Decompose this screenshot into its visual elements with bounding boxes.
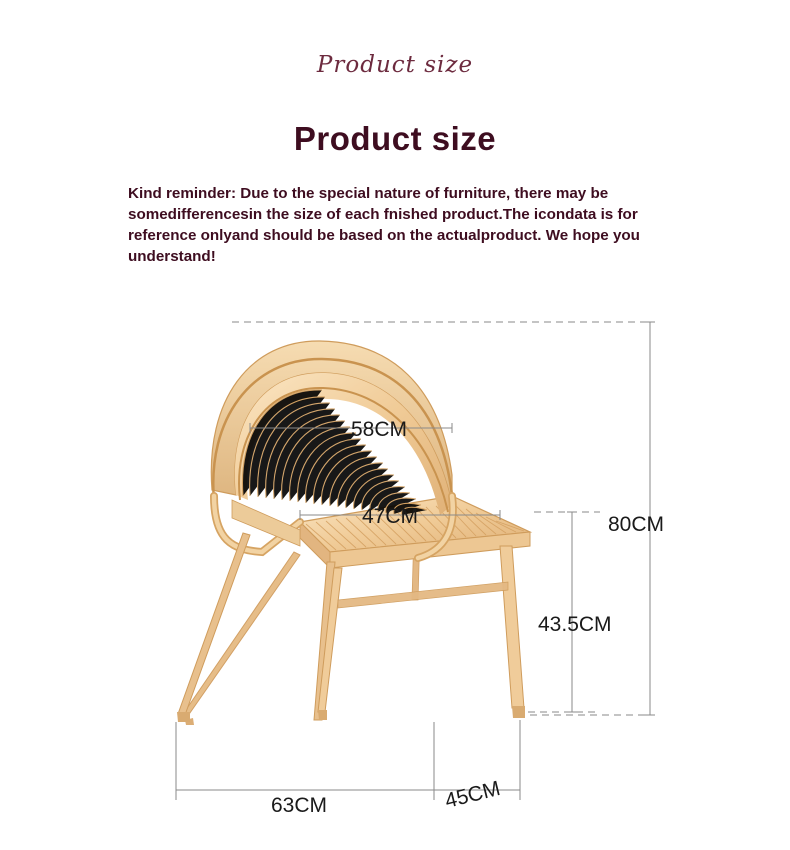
label-45cm: 45CM — [442, 776, 503, 813]
label-47cm: 47CM — [362, 505, 419, 528]
script-title: Product size — [316, 52, 474, 78]
label-63cm: 63CM — [271, 794, 328, 817]
chair-illustration-svg — [0, 300, 790, 850]
chair-graphic — [177, 341, 530, 725]
reminder-text: Kind reminder: Due to the special nature of furniture, there may be somedifferencesin the size of each fnished product.The icondata is for reference onlyand should be based on the actualproduct. We hope you understand! — [128, 185, 640, 265]
page-title: Product size — [293, 120, 497, 157]
dimension-diagram — [0, 300, 790, 850]
label-80cm: 80CM — [608, 513, 665, 536]
label-43-5cm: 43.5CM — [538, 613, 612, 636]
label-58cm: 58CM — [351, 418, 408, 441]
